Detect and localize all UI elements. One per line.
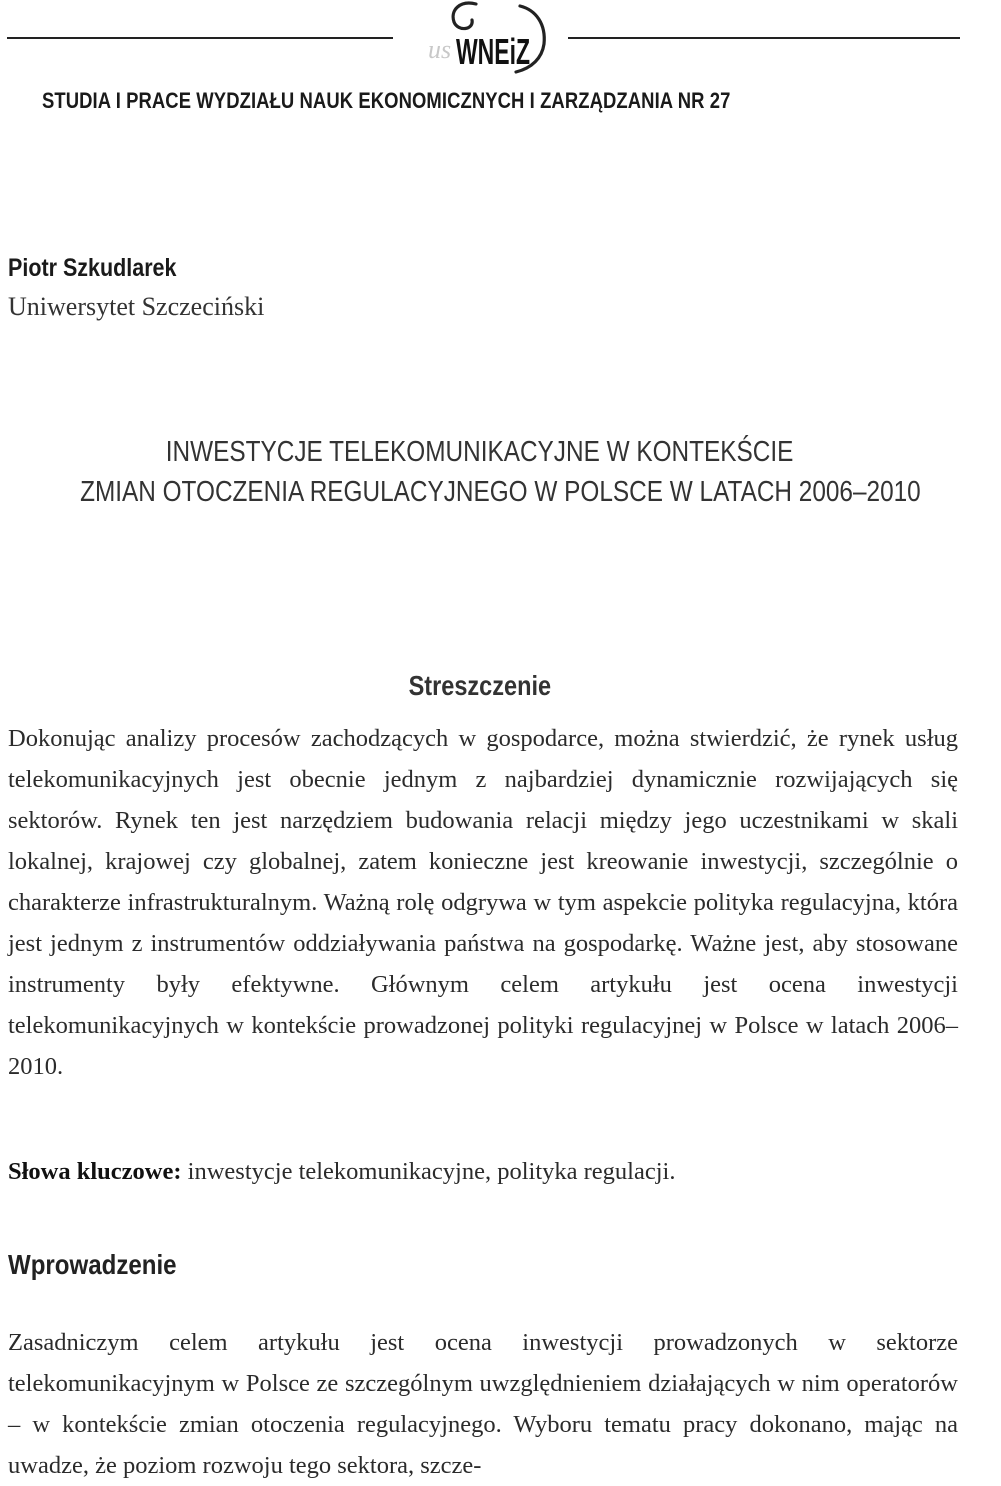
- series-title: STUDIA I PRACE WYDZIAŁU NAUK EKONOMICZNYCH I ZARZĄDZANIA NR 27: [42, 88, 731, 113]
- keywords: [8, 1151, 958, 1192]
- wneiz-logo: [420, 0, 554, 76]
- keywords-label: Słowa kluczowe:: [8, 1158, 182, 1185]
- author-affiliation: Uniwersytet Szczeciński: [8, 292, 265, 321]
- article-title-line-1-text: INWESTYCJE TELEKOMUNIKACYJNE W KONTEKŚCIE: [166, 436, 794, 468]
- introduction-text: Zasadniczym celem artykułu jest ocena inwestycji prowadzonych w sektorze telekomunikacyjnym w Polsce ze szczególnym uwzględnieniem działających w nim operatorów – w kontekście zmian otoczenia regulacyjnego. Wyboru tematu pracy dokonano, mając na uwadze, że poziom rozwoju tego sektora, szcze-: [8, 1329, 958, 1479]
- abstract-heading: [0, 670, 960, 702]
- header-rule-left: [7, 37, 393, 39]
- author-name: Piotr Szkudlarek: [8, 254, 177, 282]
- header-rule-right: [568, 37, 960, 39]
- article-title-line-2-text: ZMIAN OTOCZENIA REGULACYJNEGO W POLSCE W LATACH 2006–2010: [80, 476, 921, 508]
- abstract-text: Dokonując analizy procesów zachodzących w gospodarce, można stwierdzić, że rynek usług telekomunikacyjnych jest obecnie jednym z najbardziej dynamicznie rozwijających się sektorów. Rynek ten jest narzędziem budowania relacji między jego uczestnikami w skali lokalnej, krajowej czy globalnej, zatem konieczne jest kreowanie inwestycji, szczególnie o charakterze infrastrukturalnym. Ważną rolę odgrywa w tym aspekcie polityka regulacyjna, która jest jednym z instrumentów oddziaływania państwa na gospodarkę. Ważne jest, aby stosowane instrumenty były efektywne. Głównym celem artykułu jest ocena inwestycji telekomunikacyjnych w kontekście prowadzonej polityki regulacyjnej w Polsce w latach 2006–2010.: [8, 725, 958, 1080]
- keywords-value: inwestycje telekomunikacyjne, polityka regulacji.: [181, 1158, 676, 1185]
- logo-prefix-text: us: [428, 35, 452, 64]
- article-title-line-1: [0, 436, 960, 469]
- logo-text: WNEiZ: [456, 31, 530, 72]
- introduction-heading: Wprowadzenie: [8, 1249, 177, 1280]
- abstract-heading-text: Streszczenie: [408, 670, 552, 701]
- article-title-line-2: [0, 476, 960, 509]
